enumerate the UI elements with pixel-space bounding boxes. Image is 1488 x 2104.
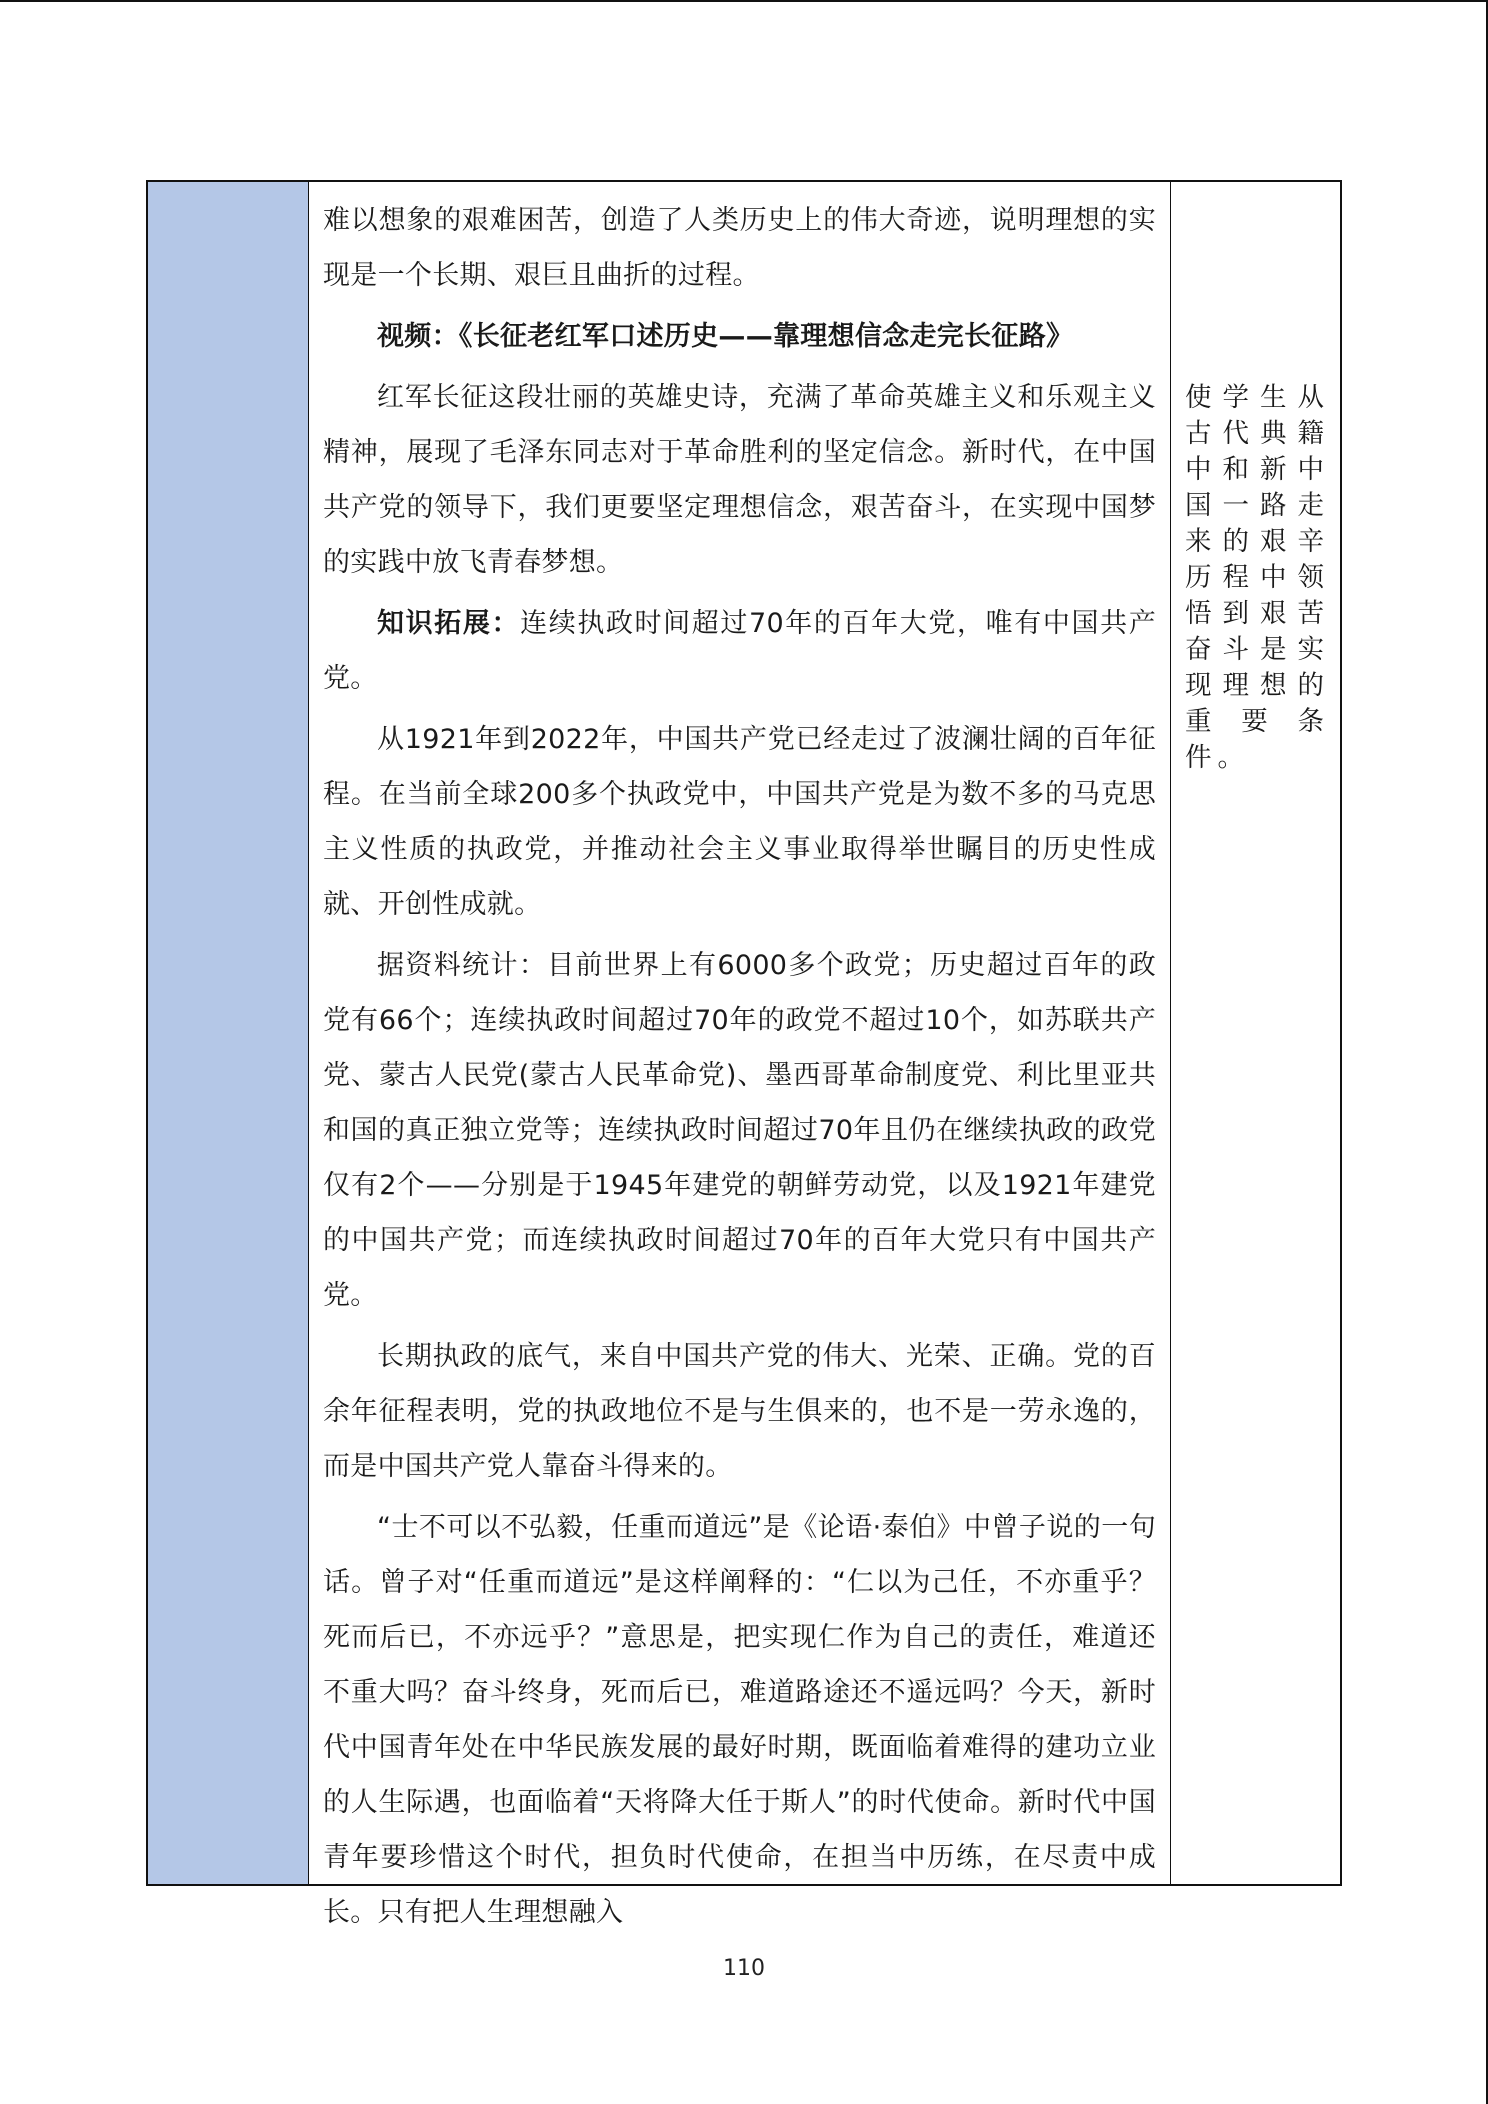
section-column (148, 182, 309, 1884)
video-heading: 视频：《长征老红军口述历史——靠理想信念走完长征路》 (377, 321, 1074, 352)
page-number: 110 (723, 1956, 765, 1981)
content-paragraph: 据资料统计：目前世界上有6000多个政党；历史超过百年的政党有66个；连续执政时间超过70年的政党不超过10个，如苏联共产党、蒙古人民党(蒙古人民革命党)、墨西哥革命制度党、利比里亚共和国的真正独立党等；连续执政时间超过70年且仍在继续执政的政党仅有2个——分别是于1945年建党的朝鲜劳动党，以及1921年建党的中国共产党；而连续执政时间超过70年的百年大党只有中国共产党。 (323, 950, 1156, 1311)
knowledge-text: 连续执政时间超过70年的百年大党，唯有中国共产党。 (323, 608, 1156, 694)
design-intent-note: 使学生从古代典籍中和新中国一路走来的艰辛历程中领悟到艰苦奋斗是实现理想的重要条件。 (1185, 382, 1330, 773)
content-paragraph: 从1921年到2022年，中国共产党已经走过了波澜壮阔的百年征程。在当前全球200多个执政党中，中国共产党是为数不多的马克思主义性质的执政党，并推动社会主义事业取得举世瞩目的历史性成就、开创性成就。 (323, 724, 1156, 920)
knowledge-extension (323, 596, 1156, 706)
design-intent-column (1171, 182, 1340, 1884)
lesson-table (146, 180, 1342, 1928)
content-paragraph: 长期执政的底气，来自中国共产党的伟大、光荣、正确。党的百余年征程表明，党的执政地位不是与生俱来的，也不是一劳永逸的，而是中国共产党人靠奋斗得来的。 (323, 1341, 1156, 1482)
content-column (309, 182, 1171, 1928)
content-paragraph: 难以想象的艰难困苦，创造了人类历史上的伟大奇迹，说明理想的实现是一个长期、艰巨且曲折的过程。 (323, 205, 1156, 291)
content-paragraph: “士不可以不弘毅，任重而道远”是《论语·泰伯》中曾子说的一句话。曾子对“任重而道远”是这样阐释的：“仁以为己任，不亦重乎？死而后已，不亦远乎？”意思是，把实现仁作为自己的责任，难道还不重大吗？奋斗终身，死而后已，难道路途还不遥远吗？今天，新时代中国青年处在中华民族发展的最好时期，既面临着难得的建功立业的人生际遇，也面临着“天将降大任于斯人”的时代使命。新时代中国青年要珍惜这个时代，担负时代使命，在担当中历练，在尽责中成长。只有把人生理想融入 (323, 1512, 1156, 1928)
knowledge-label: 知识拓展： (377, 608, 521, 639)
content-paragraph: 红军长征这段壮丽的英雄史诗，充满了革命英雄主义和乐观主义精神，展现了毛泽东同志对于革命胜利的坚定信念。新时代，在中国共产党的领导下，我们更要坚定理想信念，艰苦奋斗，在实现中国梦的实践中放飞青春梦想。 (323, 382, 1156, 578)
